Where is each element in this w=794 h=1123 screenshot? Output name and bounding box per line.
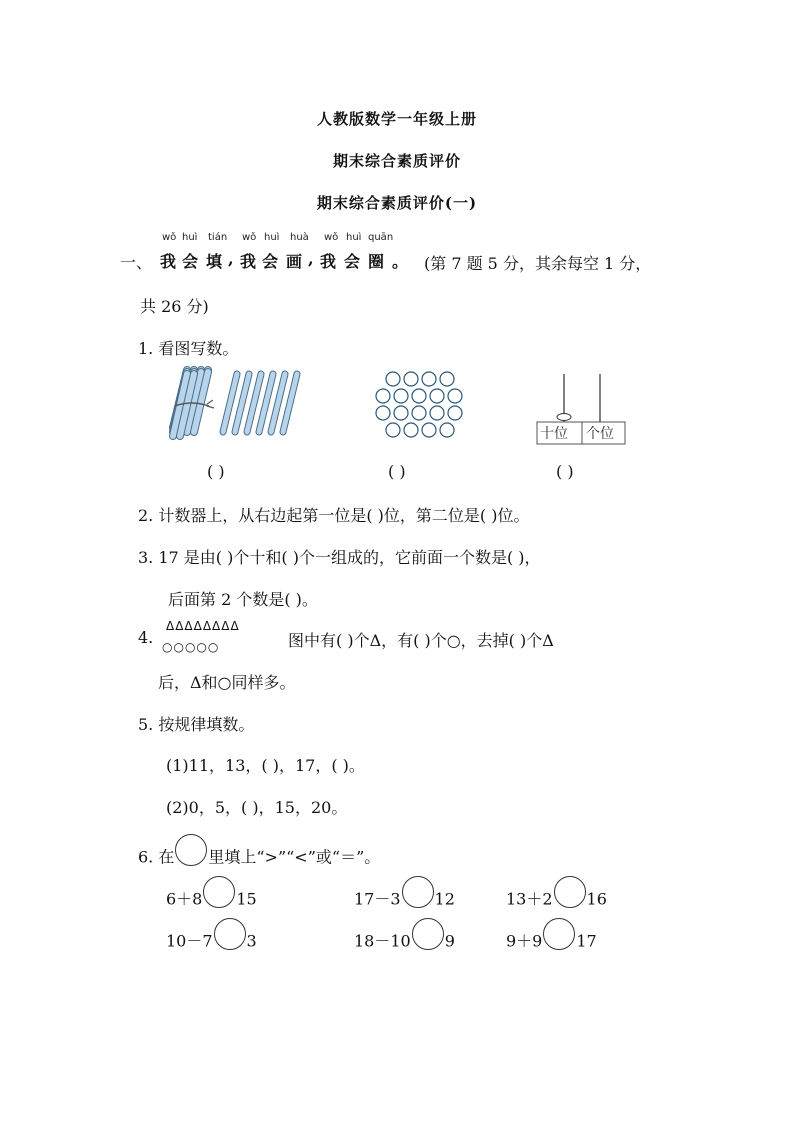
counting-circle xyxy=(412,389,426,403)
counting-circle xyxy=(394,389,408,403)
counting-circles xyxy=(376,372,462,437)
pinyin-2: huì xyxy=(182,232,198,243)
question-6-suffix: 里填上“>”“<”或“＝”。 xyxy=(208,847,381,867)
question-2: 2. 计数器上，从右边起第一位是( )位，第二位是( )位。 xyxy=(138,506,530,525)
pinyin-4: wǒ xyxy=(242,232,257,243)
question-6-prompt xyxy=(138,842,380,874)
heading-sep-1: , xyxy=(228,249,234,268)
counting-circle xyxy=(394,406,408,420)
sticks-figure xyxy=(165,366,300,446)
comparison-right: 17 xyxy=(576,931,597,951)
abacus-bead xyxy=(557,414,571,421)
abacus-figure xyxy=(536,372,628,448)
stick-bundle xyxy=(173,370,214,436)
tens-place-label: 十位 xyxy=(540,426,568,442)
comparison-left: 17－3 xyxy=(354,889,401,909)
comparison-right: 9 xyxy=(444,931,455,951)
pinyin-5: huì xyxy=(264,232,280,243)
small-circle-row: ○○○○○ xyxy=(162,640,220,654)
comparison-item-4 xyxy=(166,926,257,958)
counting-circle xyxy=(404,372,418,386)
question-3-line-2: 后面第 2 个数是( )。 xyxy=(168,590,318,609)
comparison-left: 18－10 xyxy=(354,931,411,951)
comparison-item-6 xyxy=(506,926,597,958)
comparison-right: 3 xyxy=(246,931,257,951)
comparison-item-5 xyxy=(354,926,455,958)
pinyin-9: quān xyxy=(368,232,394,243)
question-3-line-1: 3. 17 是由( )个十和( )个一组成的，它前面一个数是( )， xyxy=(138,548,541,567)
pinyin-1: wǒ xyxy=(162,232,177,243)
comparison-circle-1[interactable] xyxy=(203,876,235,908)
question-5-sub-1: (1)11，13，( )，17，( )。 xyxy=(166,756,365,775)
pinyin-8: huì xyxy=(346,232,362,243)
heading-end: 。 xyxy=(392,252,409,271)
exam-title: 期末综合素质评价(一) xyxy=(316,194,478,212)
comparison-right: 12 xyxy=(434,889,455,909)
counting-circle xyxy=(448,406,462,420)
pinyin-6: huà xyxy=(290,232,309,243)
heading-char-3: 填 xyxy=(206,252,223,271)
heading-char-9: 圈 xyxy=(368,252,385,271)
comparison-circle-2[interactable] xyxy=(402,876,434,908)
comparison-left: 13＋2 xyxy=(506,889,553,909)
comparison-circle-6[interactable] xyxy=(543,918,575,950)
comparison-circle-3[interactable] xyxy=(554,876,586,908)
counting-circle xyxy=(386,372,400,386)
counting-circle xyxy=(404,423,418,437)
example-circle xyxy=(175,834,207,866)
counting-circle xyxy=(422,372,436,386)
counting-circle xyxy=(430,389,444,403)
counting-circle xyxy=(376,406,390,420)
comparison-item-1 xyxy=(166,884,257,916)
section-score-note-cont: 共 26 分) xyxy=(140,297,209,316)
counting-circle xyxy=(440,423,454,437)
question-4-line-2: 后，Δ和○同样多。 xyxy=(158,673,296,692)
comparison-left: 6＋8 xyxy=(166,889,203,909)
heading-sep-2: , xyxy=(308,249,314,268)
question-5-prompt: 5. 按规律填数。 xyxy=(138,715,255,734)
question-4-number: 4. xyxy=(138,628,154,647)
document-title: 人教版数学一年级上册 xyxy=(316,110,477,128)
counting-circle xyxy=(430,406,444,420)
heading-char-5: 会 xyxy=(262,252,279,271)
counting-circle xyxy=(376,389,390,403)
comparison-circle-5[interactable] xyxy=(412,918,444,950)
counting-circle xyxy=(386,423,400,437)
bundle-tie-knot xyxy=(207,400,214,408)
answer-blank-abacus[interactable]: ( ) xyxy=(556,462,574,481)
comparison-right: 16 xyxy=(586,889,607,909)
section-score-note: (第 7 题 5 分，其余每空 1 分， xyxy=(424,254,652,273)
comparison-right: 15 xyxy=(236,889,257,909)
heading-char-6: 画 xyxy=(286,252,303,271)
circles-figure xyxy=(374,370,469,445)
ones-place-label: 个位 xyxy=(586,426,614,442)
comparison-left: 10－7 xyxy=(166,931,213,951)
comparison-circle-4[interactable] xyxy=(214,918,246,950)
comparison-item-3 xyxy=(506,884,607,916)
heading-char-4: 我 xyxy=(240,252,257,271)
heading-char-7: 我 xyxy=(320,252,337,271)
counting-circle xyxy=(422,423,436,437)
section-number: 一、 xyxy=(120,253,153,272)
heading-char-1: 我 xyxy=(160,252,177,271)
counting-circle xyxy=(440,372,454,386)
question-4-text: 图中有( )个Δ，有( )个○，去掉( )个Δ xyxy=(288,631,554,650)
pinyin-7: wǒ xyxy=(324,232,339,243)
counting-circle xyxy=(448,389,462,403)
heading-char-2: 会 xyxy=(182,252,199,271)
comparison-item-2 xyxy=(354,884,455,916)
heading-char-8: 会 xyxy=(344,252,361,271)
comparison-left: 9＋9 xyxy=(506,931,543,951)
pinyin-3: tián xyxy=(208,232,228,243)
document-subtitle: 期末综合素质评价 xyxy=(332,152,461,170)
answer-blank-sticks[interactable]: ( ) xyxy=(207,462,225,481)
loose-sticks xyxy=(223,374,297,432)
question-6-prefix: 6. 在 xyxy=(138,847,175,867)
question-1-prompt: 1. 看图写数。 xyxy=(138,339,239,358)
question-5-sub-2: (2)0，5，( )，15，20。 xyxy=(166,798,348,817)
answer-blank-circles[interactable]: ( ) xyxy=(388,462,406,481)
counting-circle xyxy=(412,406,426,420)
abacus-beads xyxy=(557,414,571,421)
triangle-row: ΔΔΔΔΔΔΔΔ xyxy=(166,619,240,633)
